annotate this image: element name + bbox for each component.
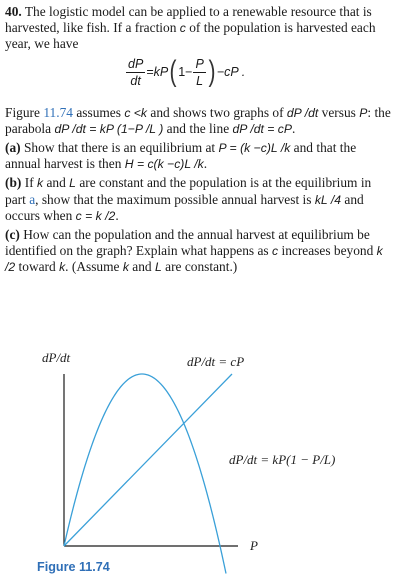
harvest-line-cP (64, 374, 232, 546)
figure-reference-link[interactable]: 11.74 (43, 104, 73, 120)
problem-text (5, 4, 395, 276)
problem-number: 40. (5, 4, 22, 19)
logistic-parabola-curve (64, 374, 226, 573)
figure-graph (0, 338, 400, 580)
x-axis-label: P (250, 538, 258, 553)
part-a-reference-link[interactable]: a (29, 191, 36, 207)
figure-11-74 (0, 338, 400, 580)
y-axis-label: dP/dt (42, 350, 71, 365)
curve-label: dP/dt = kP(1 − P/L) (229, 452, 336, 467)
line-label: dP/dt = cP (187, 354, 245, 369)
part-b: (b) If k and L are constant and the population is at the equilibrium in part a, show that the maximum possible annual harvest is kL /4 and occurs when c = k /2. (5, 175, 372, 223)
part-c: (c) How can the population and the annual harvest at equilibrium be identified on the graph? Explain what happens as c increases beyond k /2 toward k. (Assume k and L are constant.) (5, 227, 383, 275)
problem-intro: 40. The logistic model can be applied to a renewable resource that is harvested, like fish. If a fraction c of the population is harvested each year, we have (5, 4, 376, 52)
logistic-harvest-equation: $\frac{dP}{dt}$ =kP ( 1− $\frac{P}{L}$ ) −cP . (128, 55, 246, 89)
figure-description: Figure 11.74 assumes c <k and shows two graphs of dP /dt versus P: the parabola dP /dt = kP (1−P /L ) and the line dP /dt = cP. (5, 104, 391, 136)
part-a: (a) Show that there is an equilibrium at P = (k −c)L /k and that the annual harvest is then H = c(k −c)L /k. (5, 140, 357, 172)
figure-caption: Figure 11.74 (37, 560, 110, 574)
